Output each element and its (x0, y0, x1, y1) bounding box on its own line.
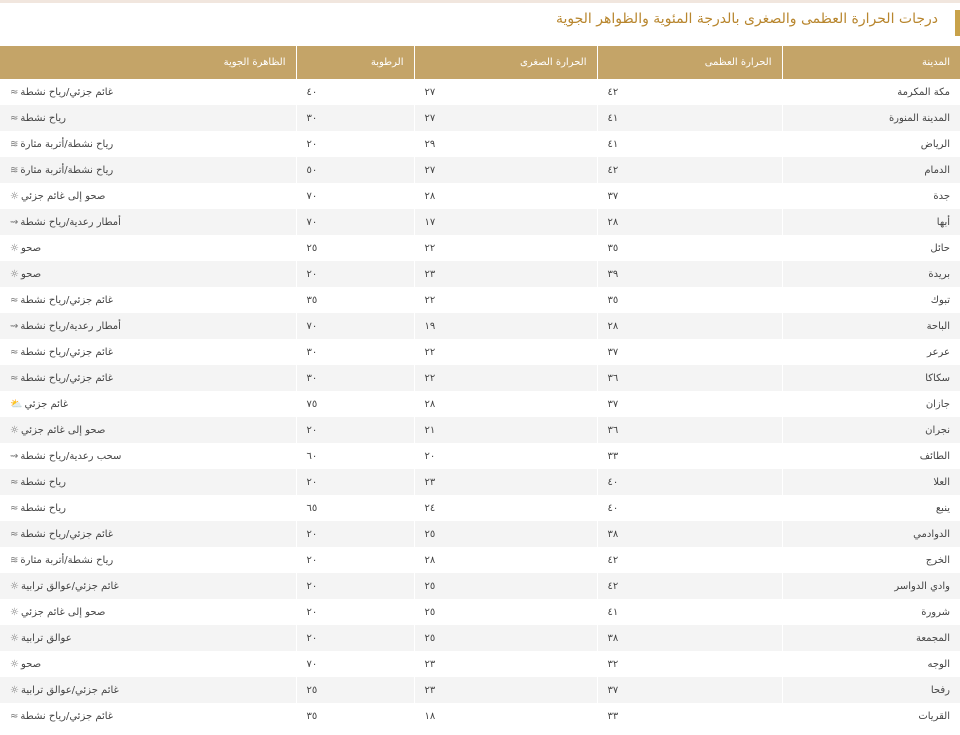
min-temp-cell: ١٩ (414, 313, 597, 339)
humidity-cell: ٧٠ (296, 209, 414, 235)
weather-icon: ⛅ (10, 398, 23, 410)
weather-cell (0, 495, 296, 521)
column-header-city[interactable]: المدينة (782, 46, 960, 79)
weather-icon: ≋ (10, 164, 19, 176)
weather-label: صحو إلى غائم جزئي (20, 606, 106, 618)
humidity-cell: ٣٥ (296, 703, 414, 729)
table-row (0, 521, 960, 547)
weather-cell (0, 443, 296, 469)
max-temp-cell: ٣٥ (597, 235, 782, 261)
humidity-cell: ٤٠ (296, 79, 414, 105)
humidity-cell: ٢٠ (296, 625, 414, 651)
min-temp-cell: ٢٨ (414, 183, 597, 209)
weather-label: غائم جزئي/عوالق ترابية (20, 580, 119, 592)
max-temp-cell: ٣٧ (597, 677, 782, 703)
city-cell: الطائف (782, 443, 960, 469)
table-row (0, 443, 960, 469)
table-row (0, 313, 960, 339)
city-cell: رفحا (782, 677, 960, 703)
weather-cell (0, 105, 296, 131)
weather-cell (0, 235, 296, 261)
humidity-cell: ٣٠ (296, 105, 414, 131)
weather-icon: ⇝ (10, 320, 19, 332)
table-row (0, 625, 960, 651)
table-body (0, 79, 960, 729)
humidity-cell: ٢٠ (296, 131, 414, 157)
weather-cell (0, 131, 296, 157)
max-temp-cell: ٣٧ (597, 391, 782, 417)
humidity-cell: ٥٠ (296, 157, 414, 183)
table-row (0, 339, 960, 365)
min-temp-cell: ٢٢ (414, 287, 597, 313)
city-cell: نجران (782, 417, 960, 443)
city-cell: جازان (782, 391, 960, 417)
weather-label: غائم جزئي/عوالق ترابية (20, 684, 119, 696)
city-cell: المدينة المنورة (782, 105, 960, 131)
weather-icon: ≈ (10, 294, 19, 306)
max-temp-cell: ٤١ (597, 105, 782, 131)
table-row (0, 261, 960, 287)
humidity-cell: ٢٠ (296, 469, 414, 495)
city-cell: أبها (782, 209, 960, 235)
table-row (0, 573, 960, 599)
city-cell: القريات (782, 703, 960, 729)
table-row (0, 131, 960, 157)
table-row (0, 105, 960, 131)
weather-label: غائم جزئي (24, 398, 69, 410)
min-temp-cell: ٢٥ (414, 521, 597, 547)
humidity-cell: ٢٠ (296, 547, 414, 573)
title-accent-bar (955, 10, 960, 36)
city-cell: الدوادمي (782, 521, 960, 547)
weather-cell (0, 287, 296, 313)
table-row (0, 79, 960, 105)
city-cell: الخرج (782, 547, 960, 573)
weather-icon: ≋ (10, 138, 19, 150)
min-temp-cell: ٢٥ (414, 573, 597, 599)
humidity-cell: ٢٠ (296, 599, 414, 625)
table-row (0, 391, 960, 417)
weather-label: غائم جزئي/رياح نشطة (20, 346, 114, 358)
city-cell: بريدة (782, 261, 960, 287)
max-temp-cell: ٤٠ (597, 469, 782, 495)
max-temp-cell: ٤٢ (597, 573, 782, 599)
weather-cell (0, 521, 296, 547)
weather-label: غائم جزئي/رياح نشطة (20, 294, 114, 306)
city-cell: مكة المكرمة (782, 79, 960, 105)
city-cell: العلا (782, 469, 960, 495)
min-temp-cell: ٢٠ (414, 443, 597, 469)
max-temp-cell: ٣٧ (597, 183, 782, 209)
weather-label: أمطار رعدية/رياح نشطة (20, 216, 121, 228)
weather-icon: ☼ (10, 684, 19, 696)
min-temp-cell: ٢٨ (414, 391, 597, 417)
weather-icon: ☼ (10, 242, 19, 254)
table-row (0, 651, 960, 677)
weather-cell (0, 417, 296, 443)
weather-label: رياح نشطة (20, 112, 66, 124)
max-temp-cell: ٤٢ (597, 547, 782, 573)
min-temp-cell: ٢٨ (414, 547, 597, 573)
table-row (0, 365, 960, 391)
weather-label: رياح نشطة/أتربة مثارة (20, 138, 114, 150)
city-cell: عرعر (782, 339, 960, 365)
table-header-row (0, 46, 960, 79)
humidity-cell: ٢٠ (296, 417, 414, 443)
max-temp-cell: ٣٦ (597, 365, 782, 391)
humidity-cell: ٣٠ (296, 339, 414, 365)
min-temp-cell: ٢٤ (414, 495, 597, 521)
weather-label: رياح نشطة (20, 476, 66, 488)
weather-label: رياح نشطة (20, 502, 66, 514)
min-temp-cell: ٢٣ (414, 677, 597, 703)
min-temp-cell: ٢٣ (414, 469, 597, 495)
max-temp-cell: ٣٧ (597, 339, 782, 365)
min-temp-cell: ٢١ (414, 417, 597, 443)
weather-icon: ☼ (10, 580, 19, 592)
min-temp-cell: ٢٢ (414, 365, 597, 391)
weather-cell (0, 677, 296, 703)
humidity-cell: ٦٥ (296, 495, 414, 521)
max-temp-cell: ٣٩ (597, 261, 782, 287)
weather-icon: ≋ (10, 554, 19, 566)
table-row (0, 235, 960, 261)
table-row (0, 599, 960, 625)
weather-table (0, 46, 960, 729)
humidity-cell: ٣٥ (296, 287, 414, 313)
weather-label: أمطار رعدية/رياح نشطة (20, 320, 121, 332)
min-temp-cell: ١٨ (414, 703, 597, 729)
table-row (0, 703, 960, 729)
humidity-cell: ٢٠ (296, 261, 414, 287)
max-temp-cell: ٤٢ (597, 79, 782, 105)
city-cell: شرورة (782, 599, 960, 625)
humidity-cell: ٢٠ (296, 521, 414, 547)
max-temp-cell: ٣٨ (597, 521, 782, 547)
weather-label: صحو إلى غائم جزئي (20, 190, 106, 202)
max-temp-cell: ٢٨ (597, 209, 782, 235)
weather-icon: ☼ (10, 424, 19, 436)
city-cell: وادي الدواسر (782, 573, 960, 599)
humidity-cell: ٢٠ (296, 573, 414, 599)
min-temp-cell: ٢٢ (414, 339, 597, 365)
city-cell: حائل (782, 235, 960, 261)
table-row (0, 157, 960, 183)
weather-icon: ≈ (10, 346, 19, 358)
max-temp-cell: ٣٣ (597, 443, 782, 469)
weather-cell (0, 183, 296, 209)
city-cell: جدة (782, 183, 960, 209)
weather-cell (0, 313, 296, 339)
city-cell: الدمام (782, 157, 960, 183)
max-temp-cell: ٤١ (597, 131, 782, 157)
weather-icon: ☼ (10, 268, 19, 280)
weather-cell (0, 573, 296, 599)
weather-icon: ≈ (10, 502, 19, 514)
weather-icon: ≈ (10, 710, 19, 722)
min-temp-cell: ٢٢ (414, 235, 597, 261)
max-temp-cell: ٣٣ (597, 703, 782, 729)
min-temp-cell: ٢٧ (414, 105, 597, 131)
weather-label: غائم جزئي/رياح نشطة (20, 372, 114, 384)
weather-label: غائم جزئي/رياح نشطة (20, 528, 114, 540)
city-cell: سكاكا (782, 365, 960, 391)
city-cell: الرياض (782, 131, 960, 157)
weather-icon: ⇝ (10, 216, 19, 228)
table-row (0, 287, 960, 313)
weather-cell (0, 365, 296, 391)
humidity-cell: ٦٠ (296, 443, 414, 469)
weather-cell (0, 651, 296, 677)
weather-icon: ≈ (10, 112, 19, 124)
weather-icon: ≈ (10, 372, 19, 384)
weather-cell (0, 703, 296, 729)
min-temp-cell: ٢٥ (414, 625, 597, 651)
top-divider (0, 0, 960, 3)
min-temp-cell: ٢٧ (414, 157, 597, 183)
weather-cell (0, 157, 296, 183)
min-temp-cell: ١٧ (414, 209, 597, 235)
min-temp-cell: ٢٩ (414, 131, 597, 157)
weather-cell (0, 625, 296, 651)
weather-cell (0, 261, 296, 287)
weather-label: صحو (20, 268, 42, 280)
max-temp-cell: ٣٦ (597, 417, 782, 443)
humidity-cell: ٧٠ (296, 183, 414, 209)
humidity-cell: ٧٠ (296, 651, 414, 677)
weather-label: غائم جزئي/رياح نشطة (20, 86, 114, 98)
column-header-humidity[interactable]: الرطوبة (296, 46, 414, 79)
page-header (0, 8, 960, 38)
humidity-cell: ٢٥ (296, 677, 414, 703)
table-header (0, 46, 960, 79)
weather-label: عوالق ترابية (20, 632, 72, 644)
weather-icon: ⇝ (10, 450, 19, 462)
weather-cell (0, 391, 296, 417)
weather-cell (0, 547, 296, 573)
min-temp-cell: ٢٥ (414, 599, 597, 625)
weather-icon: ☼ (10, 632, 19, 644)
weather-label: رياح نشطة/أتربة مثارة (20, 164, 114, 176)
weather-cell (0, 469, 296, 495)
table-row (0, 495, 960, 521)
city-cell: الباحة (782, 313, 960, 339)
weather-icon: ☼ (10, 658, 19, 670)
weather-icon: ≈ (10, 476, 19, 488)
weather-cell (0, 599, 296, 625)
humidity-cell: ٧٥ (296, 391, 414, 417)
column-header-max-temp[interactable]: الحرارة العظمى (597, 46, 782, 79)
city-cell: ينبع (782, 495, 960, 521)
min-temp-cell: ٢٣ (414, 261, 597, 287)
weather-icon: ☼ (10, 606, 19, 618)
weather-label: سحب رعدية/رياح نشطة (20, 450, 122, 462)
city-cell: تبوك (782, 287, 960, 313)
table-row (0, 417, 960, 443)
max-temp-cell: ٤٠ (597, 495, 782, 521)
weather-label: صحو إلى غائم جزئي (20, 424, 106, 436)
max-temp-cell: ٣٨ (597, 625, 782, 651)
page-title: درجات الحرارة العظمى والصغرى بالدرجة المئوية والظواهر الجوية (555, 11, 938, 27)
weather-label: صحو (20, 658, 42, 670)
min-temp-cell: ٢٧ (414, 79, 597, 105)
max-temp-cell: ٢٨ (597, 313, 782, 339)
weather-icon: ☼ (10, 190, 19, 202)
table-row (0, 209, 960, 235)
max-temp-cell: ٤١ (597, 599, 782, 625)
humidity-cell: ٣٠ (296, 365, 414, 391)
humidity-cell: ٧٠ (296, 313, 414, 339)
table-row (0, 677, 960, 703)
column-header-weather[interactable]: الظاهرة الجوية (0, 46, 296, 79)
weather-icon: ≈ (10, 528, 19, 540)
weather-label: صحو (20, 242, 42, 254)
city-cell: المجمعة (782, 625, 960, 651)
weather-cell (0, 79, 296, 105)
table-row (0, 469, 960, 495)
weather-cell (0, 339, 296, 365)
max-temp-cell: ٤٢ (597, 157, 782, 183)
max-temp-cell: ٣٥ (597, 287, 782, 313)
column-header-min-temp[interactable]: الحرارة الصغرى (414, 46, 597, 79)
max-temp-cell: ٣٢ (597, 651, 782, 677)
weather-cell (0, 209, 296, 235)
city-cell: الوجه (782, 651, 960, 677)
humidity-cell: ٢٥ (296, 235, 414, 261)
table-row (0, 547, 960, 573)
table-row (0, 183, 960, 209)
weather-label: رياح نشطة/أتربة مثارة (20, 554, 114, 566)
weather-label: غائم جزئي/رياح نشطة (20, 710, 114, 722)
weather-icon: ≈ (10, 86, 19, 98)
min-temp-cell: ٢٣ (414, 651, 597, 677)
